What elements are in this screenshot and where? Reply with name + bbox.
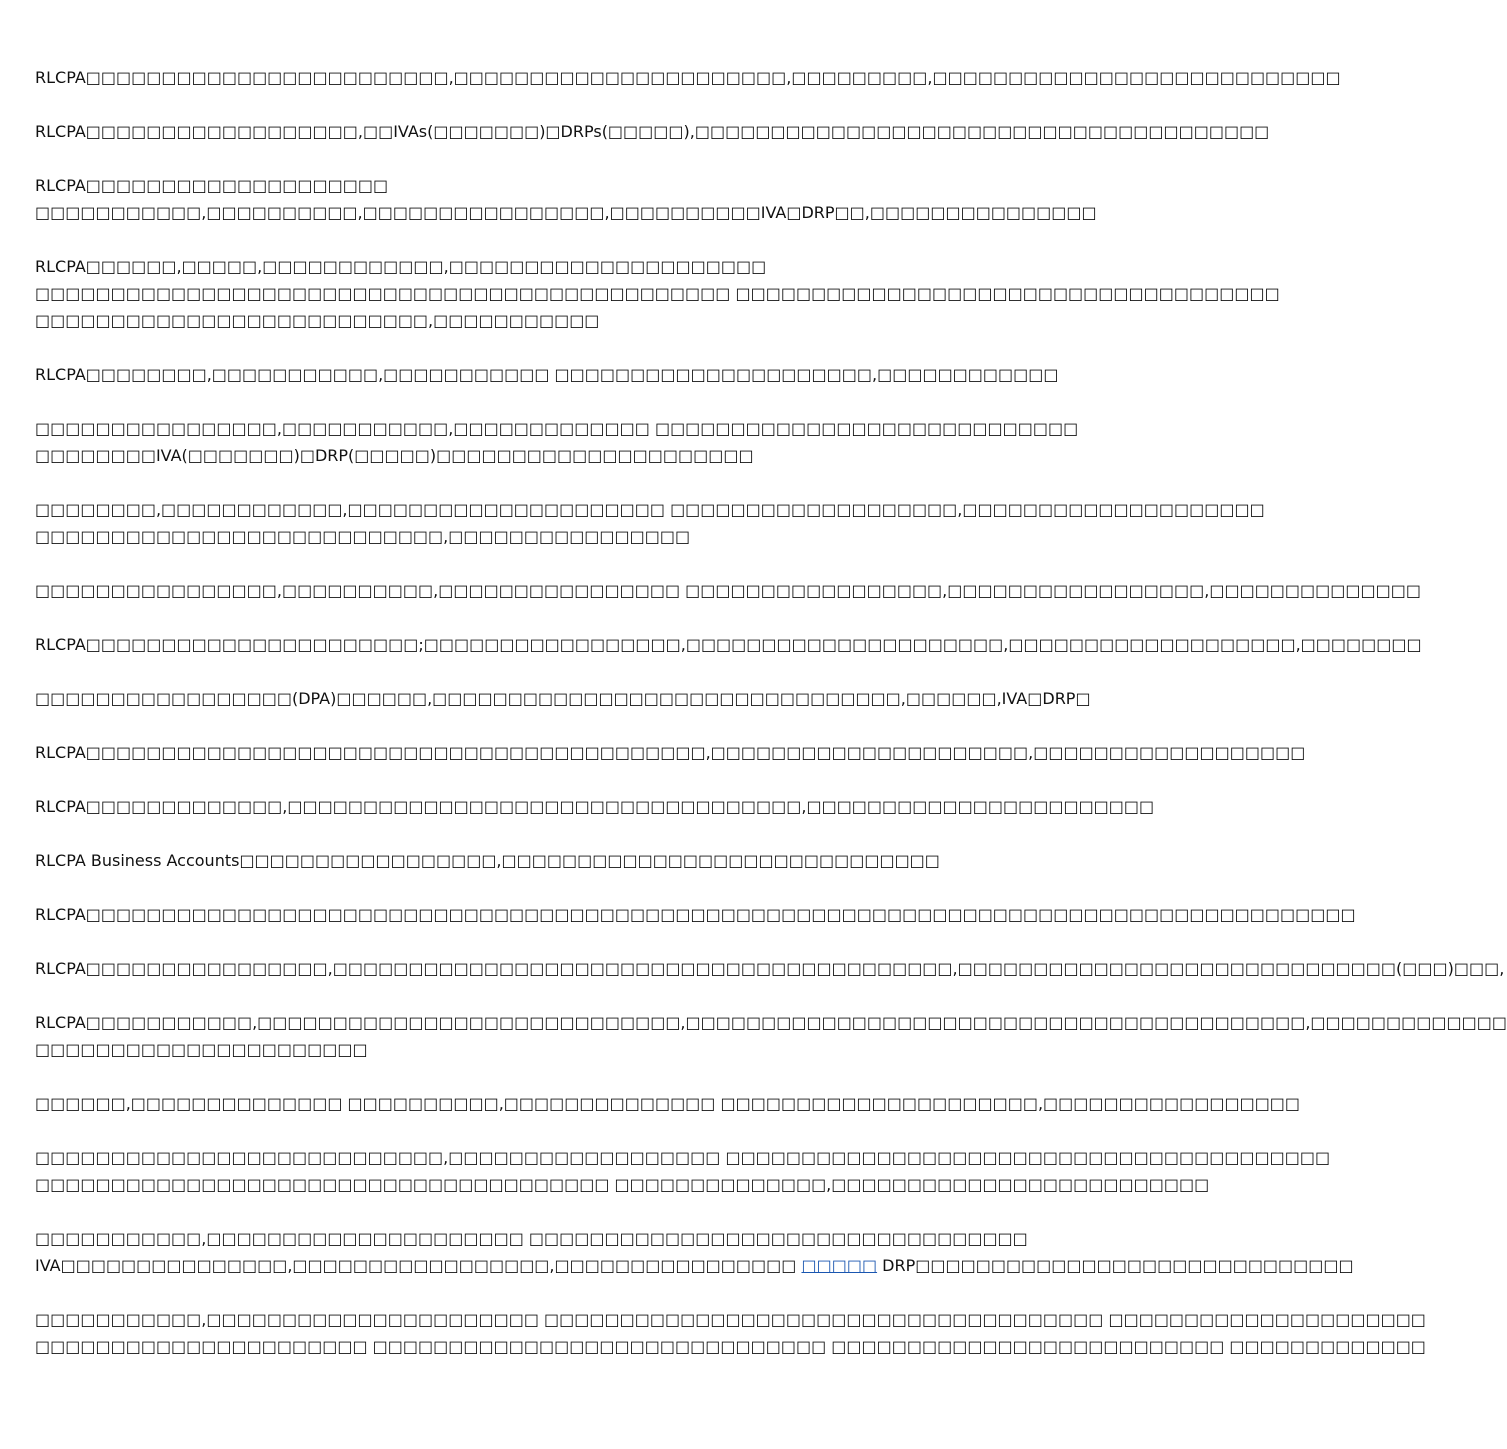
paragraph-10 xyxy=(35,685,1091,712)
link-line-suffix: DRP□□□□□□□□□□□□□□□□□□□□□□□□□□□□□ xyxy=(877,1256,1354,1275)
paragraph-14 xyxy=(35,901,1356,928)
paragraph-8 xyxy=(35,577,1421,604)
text-line: RLCPA□□□□□□□□□□□□□□□□□□□□□□□□,□□□□□□□□□□□□□□□□□□□□□□,□□□□□□□□□,□□□□□□□□□□□□□□□□□□□□□□□□□□□ xyxy=(35,68,1341,87)
text-line: RLCPA□□□□□□□□□□□□□□□□,□□□□□□□□□□□□□□□□□□□□□□□□□□□□□□□□□□□□□□□□□,□□□□□□□□□□□□□□□□□□□□□□□□□□□□□(□□□)□□□, xyxy=(35,959,1505,978)
paragraph-13 xyxy=(35,847,990,874)
paragraph-7 xyxy=(35,496,1265,550)
paragraph-11 xyxy=(35,739,1306,766)
paragraph-20 xyxy=(35,1306,1426,1360)
text-line: RLCPA□□□□□□,□□□□□,□□□□□□□□□□□□,□□□□□□□□□□□□□□□□□□□□□ xyxy=(35,257,767,276)
paragraph-3 xyxy=(35,172,1097,226)
paragraph-9 xyxy=(35,631,1422,658)
paragraph-2 xyxy=(35,118,1270,145)
text-line: □□□□□□□□□□□□□□□□□(DPA)□□□□□□,□□□□□□□□□□□□□□□□□□□□□□□□□□□□□□□,□□□□□□,IVA□DRP□ xyxy=(35,689,1091,708)
text-line: RLCPA Business Accounts□□□□□□□□□□□□□□□□□,□□□□□□□□□□□□□□□□□□□□□□□□□□□□□ xyxy=(35,851,940,870)
text-line: □□□□□□□□□□□□□□□□□□□□□□□□□□□,□□□□□□□□□□□□□□□□□□ □□□□□□□□□□□□□□□□□□□□□□□□□□□□□□□□□□□□□□□□ xyxy=(35,1148,1331,1167)
text-line: □□□□□□□□□□□□□□□□□□□□□□□□□□□,□□□□□□□□□□□□□□□□ xyxy=(35,527,691,546)
text-line: RLCPA□□□□□□□□□□□□□□□□□□□□□□;□□□□□□□□□□□□□□□□□,□□□□□□□□□□□□□□□□□□□□□,□□□□□□□□□□□□□□□□□□□,□□□□□□□□ xyxy=(35,635,1422,654)
inline-link[interactable]: □□□□□ xyxy=(801,1256,878,1275)
text-line: □□□□□□□□□□□□□□□□□□□□□□ □□□□□□□□□□□□□□□□□□□□□□□□□□□□□□ □□□□□□□□□□□□□□□□□□□□□□□□□□ □□□□□□□□□□□□□ xyxy=(35,1337,1426,1356)
text-line: □□□□□□□□□□□,□□□□□□□□□□□□□□□□□□□□□□ □□□□□□□□□□□□□□□□□□□□□□□□□□□□□□□□□□□□□ □□□□□□□□□□□□□□□□□□□□□ xyxy=(35,1310,1426,1329)
paragraph-18 xyxy=(35,1144,1331,1198)
paragraph-16 xyxy=(35,1009,1507,1063)
paragraph-6 xyxy=(35,415,1079,469)
text-line: □□□□□□□□,□□□□□□□□□□□□,□□□□□□□□□□□□□□□□□□□□□ □□□□□□□□□□□□□□□□□□□,□□□□□□□□□□□□□□□□□□□□ xyxy=(35,500,1265,519)
text-line: □□□□□□□□□□□□□□□□□□□□□□ xyxy=(35,1040,368,1059)
text-line: □□□□□□□□□□□□□□□□□□□□□□□□□□□□□□□□□□□□□□□□□□□□□□ □□□□□□□□□□□□□□□□□□□□□□□□□□□□□□□□□□□□ xyxy=(35,284,1280,303)
paragraph-17 xyxy=(35,1090,1301,1117)
text-line: RLCPA□□□□□□□□□□□□□□□□□□□□□□□□□□□□□□□□□□□□□□□□□□□□□□□□□□□□□□□□□□□□□□□□□□□□□□□□□□□□□□□□□□□□ xyxy=(35,905,1356,924)
text-line: □□□□□□□□□□□□□□□□,□□□□□□□□□□,□□□□□□□□□□□□□□□□ □□□□□□□□□□□□□□□□□,□□□□□□□□□□□□□□□□□,□□□□□□□□□□□□□□ xyxy=(35,581,1421,600)
text-line: RLCPA□□□□□□□□□□□□□,□□□□□□□□□□□□□□□□□□□□□□□□□□□□□□□□□□,□□□□□□□□□□□□□□□□□□□□□□□ xyxy=(35,797,1155,816)
text-line: □□□□□□□□□□□,□□□□□□□□□□□□□□□□□□□□□ □□□□□□□□□□□□□□□□□□□□□□□□□□□□□□□□□ xyxy=(35,1229,1028,1248)
text-line: □□□□□□□□□□□□□□□□□□□□□□□□□□,□□□□□□□□□□□ xyxy=(35,311,600,330)
text-line: □□□□□□□□□□□,□□□□□□□□□□,□□□□□□□□□□□□□□□□,□□□□□□□□□□IVA□DRP□□,□□□□□□□□□□□□□□□ xyxy=(35,203,1097,222)
text-line: RLCPA□□□□□□□□□□□□□□□□□□□□ xyxy=(35,176,389,195)
text-line: □□□□□□□□□□□□□□□□,□□□□□□□□□□□,□□□□□□□□□□□□□ □□□□□□□□□□□□□□□□□□□□□□□□□□□□ xyxy=(35,419,1079,438)
text-line: □□□□□□□□□□□□□□□□□□□□□□□□□□□□□□□□□□□□□□ □□□□□□□□□□□□□□,□□□□□□□□□□□□□□□□□□□□□□□□□ xyxy=(35,1175,1210,1194)
paragraph-1 xyxy=(35,64,1341,91)
paragraph-15 xyxy=(35,955,1505,982)
paragraph-19 xyxy=(35,1225,1354,1279)
text-line: RLCPA□□□□□□□□,□□□□□□□□□□□,□□□□□□□□□□□ □□□□□□□□□□□□□□□□□□□□□,□□□□□□□□□□□□ xyxy=(35,365,1059,384)
text-line: □□□□□□□□IVA(□□□□□□□)□DRP(□□□□□)□□□□□□□□□□□□□□□□□□□□□ xyxy=(35,446,754,465)
paragraph-5 xyxy=(35,361,1059,388)
text-line: □□□□□□,□□□□□□□□□□□□□□ □□□□□□□□□□,□□□□□□□□□□□□□□ □□□□□□□□□□□□□□□□□□□□□,□□□□□□□□□□□□□□□□□ xyxy=(35,1094,1301,1113)
text-line: RLCPA□□□□□□□□□□□,□□□□□□□□□□□□□□□□□□□□□□□□□□□□,□□□□□□□□□□□□□□□□□□□□□□□□□□□□□□□□□□□□□□□□□,□□□□□□□□□□□□□ xyxy=(35,1013,1507,1032)
paragraph-4 xyxy=(35,253,1280,334)
paragraph-12 xyxy=(35,793,1155,820)
link-line-prefix: IVA□□□□□□□□□□□□□□□,□□□□□□□□□□□□□□□□□,□□□□□□□□□□□□□□□□ xyxy=(35,1256,802,1275)
text-line: RLCPA□□□□□□□□□□□□□□□□□□,□□IVAs(□□□□□□□)□DRPs(□□□□□),□□□□□□□□□□□□□□□□□□□□□□□□□□□□□□□□□□□□□□ xyxy=(35,122,1270,141)
text-line: RLCPA□□□□□□□□□□□□□□□□□□□□□□□□□□□□□□□□□□□□□□□□□,□□□□□□□□□□□□□□□□□□□□□,□□□□□□□□□□□□□□□□□□ xyxy=(35,743,1306,762)
document-body xyxy=(35,64,1507,1387)
text-line-with-link xyxy=(35,1252,1354,1279)
